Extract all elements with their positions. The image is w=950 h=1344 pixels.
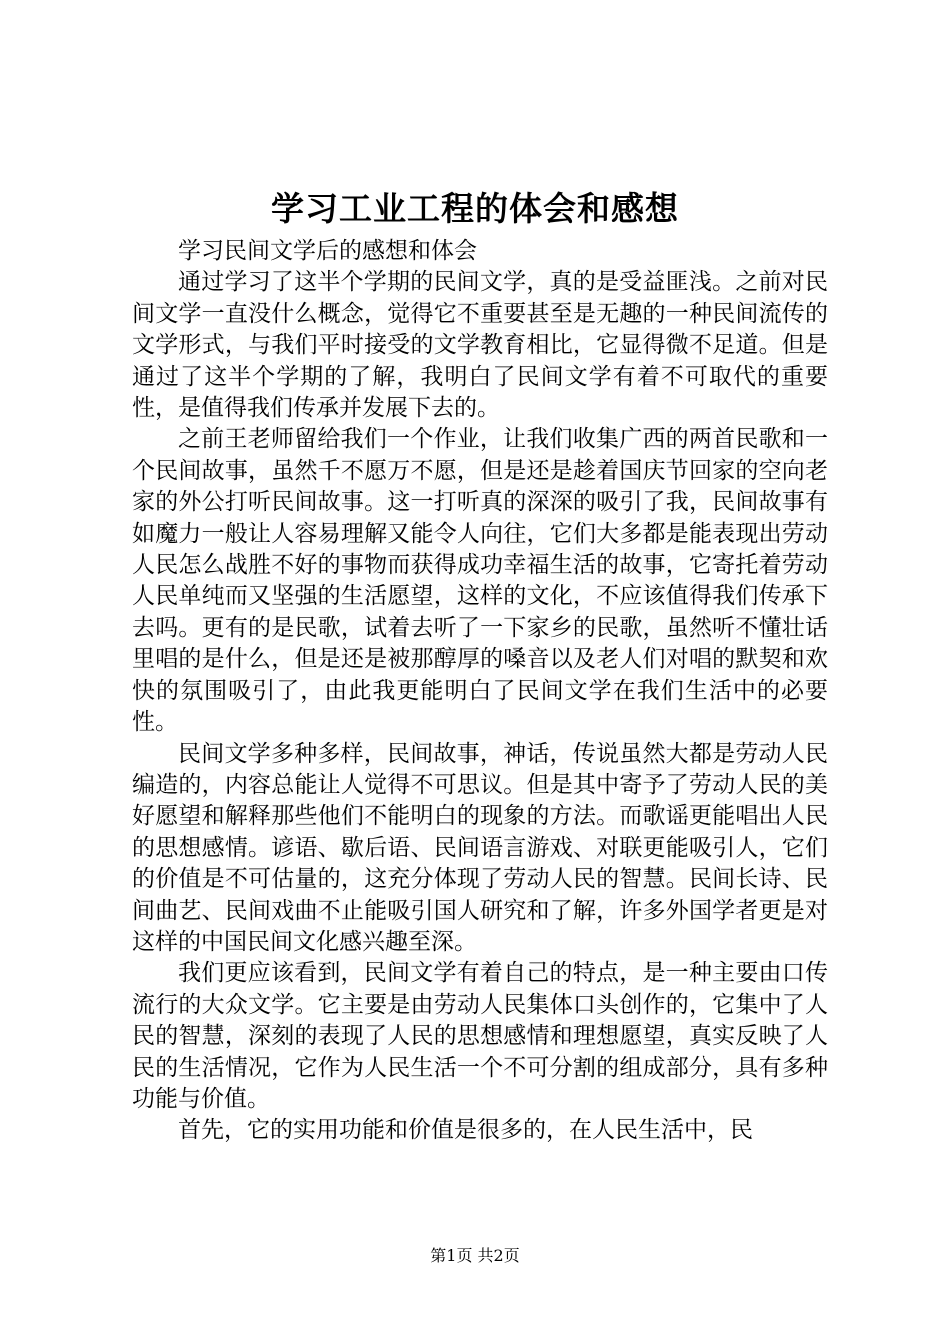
paragraph: 之前王老师留给我们一个作业，让我们收集广西的两首民歌和一个民间故事，虽然千不愿万不愿，但是还是趁着国庆节回家的空向老家的外公打听民间故事。这一打听真的深深的吸引了我，民间故事有如魔力一般让人容易理解又能令人向往，它们大多都是能表现出劳动人民怎么战胜不好的事物而获得成功幸福生活的故事，它寄托着劳动人民单纯而又坚强的生活愿望，这样的文化，不应该值得我们传承下去吗。更有的是民歌，试着去听了一下家乡的民歌，虽然听不懂壮话里唱的是什么，但是还是被那醇厚的嗓音以及老人们对唱的默契和欢快的氛围吸引了，由此我更能明白了民间文学在我们生活中的必要性。 xyxy=(132,426,828,736)
paragraph: 通过学习了这半个学期的民间文学，真的是受益匪浅。之前对民间文学一直没什么概念，觉得它不重要甚至是无趣的一种民间流传的文学形式，与我们平时接受的文学教育相比，它显得微不足道。但是通过了这半个学期的了解，我明白了民间文学有着不可取代的重要性，是值得我们传承并发展下去的。 xyxy=(132,269,828,422)
document-body xyxy=(132,236,828,1147)
paragraph: 学习民间文学后的感想和体会 xyxy=(178,238,477,264)
paragraph: 首先，它的实用功能和价值是很多的，在人民生活中，民 xyxy=(178,1117,753,1144)
paragraph: 民间文学多种多样，民间故事，神话，传说虽然大都是劳动人民编造的，内容总能让人觉得不可思议。但是其中寄予了劳动人民的美好愿望和解释那些他们不能明白的现象的方法。而歌谣更能唱出人民的思想感情。谚语、歇后语、民间语言游戏、对联更能吸引人，它们的价值是不可估量的，这充分体现了劳动人民的智慧。民间长诗、民间曲艺、民间戏曲不止能吸引国人研究和了解，许多外国学者更是对这样的中国民间文化感兴趣至深。 xyxy=(132,740,828,955)
document-title: 学习工业工程的体会和感想 xyxy=(271,189,679,228)
page-footer: 第1页 共2页 xyxy=(430,1246,520,1265)
paragraph: 我们更应该看到，民间文学有着自己的特点，是一种主要由口传流行的大众文学。它主要是由劳动人民集体口头创作的，它集中了人民的智慧，深刻的表现了人民的思想感情和理想愿望，真实反映了人民的生活情况，它作为人民生活一个不可分割的组成部分，具有多种功能与价值。 xyxy=(132,960,828,1112)
